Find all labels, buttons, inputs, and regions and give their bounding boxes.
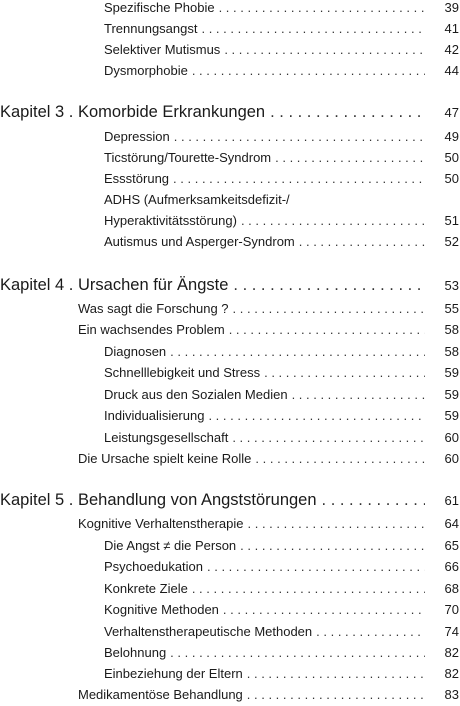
toc-entry-title: Selektiver Mutismus [104,42,221,57]
toc-entry-page: 50 [444,171,459,186]
toc-entry[interactable] [0,365,460,380]
toc-section-title: Ein wachsendes Problem [78,322,225,337]
chapter-title: Behandlung von Angststörungen [78,491,317,509]
toc-section-page: 60 [444,451,459,466]
toc-entry-title: Druck aus den Sozialen Medien [104,387,288,402]
chapter-heading-3[interactable] [0,103,460,122]
toc-entry-page: 59 [444,365,459,380]
chapter-title: Ursachen für Ängste [78,276,229,294]
dot-leader [174,129,425,144]
toc-entry-title: Trennungsangst [104,21,198,36]
chapter-page: 61 [444,493,459,508]
dot-leader [173,171,425,186]
toc-entry[interactable] [0,234,460,249]
dot-leader [232,430,425,445]
toc-entry-page: 60 [444,430,459,445]
toc-entry[interactable] [0,344,460,359]
toc-section[interactable] [0,322,460,337]
toc-entry-title: Hyperaktivitätsstörung) [104,213,237,228]
toc-entry-title: Psychoedukation [104,559,204,574]
toc-entry-title: Die Angst ≠ die Person [104,538,237,553]
toc-entry[interactable] [0,559,460,574]
dot-leader [322,491,425,510]
toc-entry-page: 58 [444,344,459,359]
toc-entry-page: 41 [444,21,459,36]
dot-leader [316,624,425,639]
dot-leader [264,365,425,380]
chapter-number: Kapitel 4 . [0,276,74,294]
toc-section[interactable] [0,301,460,316]
toc-entry-page: 82 [444,666,459,681]
toc-entry-title: Diagnosen [104,344,167,359]
dot-leader [255,451,425,466]
toc-entry[interactable] [0,42,460,57]
toc-entry-title: Essstörung [104,171,170,186]
dot-leader [240,538,425,553]
dot-leader [201,21,425,36]
toc-entry[interactable] [0,213,460,228]
chapter-page: 53 [444,278,459,293]
toc-entry[interactable] [0,63,460,78]
toc-entry-page: 42 [444,42,459,57]
toc-section-title: Die Ursache spielt keine Rolle [78,451,252,466]
toc-entry-page: 50 [444,150,459,165]
toc-section-page: 64 [444,516,459,531]
toc-entry[interactable] [0,538,460,553]
toc-entry-title-line: ADHS (Aufmerksamkeitsdefizit-/ [104,192,290,207]
toc-entry-page: 59 [444,408,459,423]
dot-leader [233,276,425,295]
toc-entry-page: 59 [444,387,459,402]
toc-entry-title: Belohnung [104,645,167,660]
dot-leader [247,666,425,681]
dot-leader [192,581,425,596]
toc-entry[interactable] [0,581,460,596]
chapter-heading-5[interactable] [0,491,460,510]
toc-entry-page: 49 [444,129,459,144]
dot-leader [170,344,425,359]
toc-entry[interactable] [0,21,460,36]
chapter-title: Komorbide Erkrankungen [78,103,266,121]
toc-entry-page: 44 [444,63,459,78]
dot-leader [270,103,425,122]
toc-entry-page: 74 [444,624,459,639]
dot-leader [233,301,425,316]
toc-entry-title: Autismus und Asperger-Syndrom [104,234,295,249]
toc-entry-title: Spezifische Phobie [104,0,215,15]
dot-leader [229,322,425,337]
toc-entry[interactable] [0,150,460,165]
toc-entry[interactable] [0,129,460,144]
toc-entry-title: Einbeziehung der Eltern [104,666,243,681]
dot-leader [219,0,425,15]
toc-entry-title: Ticstörung/Tourette-Syndrom [104,150,272,165]
dot-leader [170,645,425,660]
toc-entry-page: 51 [444,213,459,228]
toc-entry[interactable] [0,387,460,402]
toc-entry-title: Depression [104,129,170,144]
toc-entry-page: 82 [444,645,459,660]
toc-section-page: 55 [444,301,459,316]
toc-entry-title: Konkrete Ziele [104,581,188,596]
toc-entry-page: 70 [444,602,459,617]
toc-section[interactable] [0,687,460,702]
toc-entry[interactable] [0,624,460,639]
toc-entry-title: Leistungsgesellschaft [104,430,229,445]
chapter-page: 47 [444,105,459,120]
dot-leader [241,213,425,228]
toc-entry[interactable] [0,645,460,660]
toc-entry-title: Kognitive Methoden [104,602,219,617]
toc-section-title: Medikamentöse Behandlung [78,687,243,702]
dot-leader [292,387,425,402]
toc-section[interactable] [0,451,460,466]
toc-entry[interactable] [0,666,460,681]
dot-leader [223,602,425,617]
toc-entry-title: Schnelllebigkeit und Stress [104,365,261,380]
toc-section-page: 58 [444,322,459,337]
toc-section-title: Kognitive Verhaltenstherapie [78,516,244,531]
toc-entry-page: 66 [444,559,459,574]
toc-entry-page: 39 [444,0,459,15]
toc-entry-title: Verhaltenstherapeutische Methoden [104,624,313,639]
dot-leader [208,408,425,423]
toc-entry-title: Individualisierung [104,408,205,423]
toc-section-page: 83 [444,687,459,702]
toc-section-title: Was sagt die Forschung ? [78,301,229,316]
dot-leader [299,234,425,249]
toc-entry[interactable] [0,171,460,186]
toc-entry-page: 68 [444,581,459,596]
chapter-heading-4[interactable] [0,276,460,295]
toc-entry[interactable] [0,0,460,15]
chapter-number: Kapitel 5 . [0,491,74,509]
toc-entry-title: Dysmorphobie [104,63,188,78]
toc-entry-page: 65 [444,538,459,553]
toc-section[interactable] [0,516,460,531]
dot-leader [224,42,425,57]
dot-leader [247,687,425,702]
toc-entry[interactable] [0,430,460,445]
dot-leader [207,559,425,574]
toc-entry[interactable] [0,602,460,617]
dot-leader [248,516,425,531]
chapter-number: Kapitel 3 . [0,103,74,121]
dot-leader [192,63,425,78]
dot-leader [275,150,425,165]
toc-entry[interactable] [0,408,460,423]
toc-entry-page: 52 [444,234,459,249]
